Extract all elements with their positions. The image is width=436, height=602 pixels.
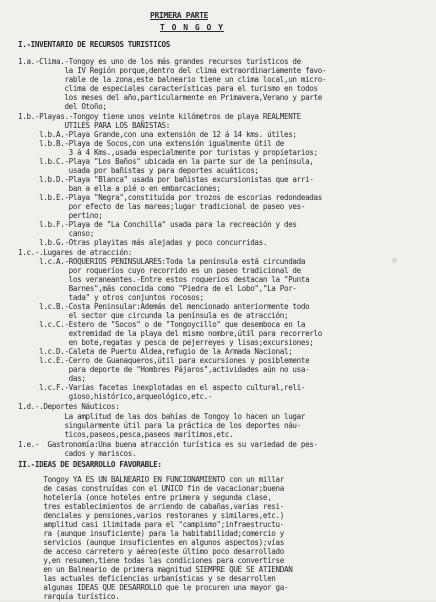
text-line: en bote,regatas y pesca de pejerreyes y lisas;excursiones; [18,338,314,347]
place-heading: T O N G O Y [160,23,224,32]
text-line: 1.e.- Gastronomía:Una buena atracción turística es su variedad de pes- [18,440,318,449]
text-line: gioso,histórico,arqueológico,etc.- [18,392,213,401]
text-line: l.b.B.-Playa de Socos,con una extensión igualmente útil de [18,139,284,148]
text-line: tres establecimientos de arriendo de cabañas,varias resi- [18,502,284,511]
text-line: hotelería (once hoteles entre primera y segunda clase, [18,493,272,502]
text-line: UTILES PARA LOS BAÑISTAS: [18,121,170,130]
text-line: Barnes",más conocida como "Piedra de el Lobo","La Por- [18,284,297,293]
text-line: 3 á 4 Kms.,usada especialmente por turistas y propietarios; [18,148,318,157]
text-line: por roqueríos cuyo recorrido es un paseo tradicional de [18,266,301,275]
section-heading: II.-IDEAS DE DESARROLLO FAVORABLE: [18,460,162,469]
text-line: clima de especiales características para el turismo en todos [18,84,318,93]
text-line: extremidad de la playa del mismo nombre,útil para recorrerlo [18,329,322,338]
text-line: de acceso carretero y aéreo(este último poco desarrollado [18,547,284,556]
text-line: l.c.C.-Estero de "Socos" o de "Tongoycillo" que desemboca en la [18,320,306,329]
text-line: ra (aunque insuficiente) para la habitabilidad;comercio y [18,529,284,538]
text-line: el sector que circunda la península es de atracción; [18,311,289,320]
text-line: del Otoño; [18,102,107,111]
text-line: algunas IDEAS QUE DESARROLLO que le procuren una mayor ga- [18,583,289,592]
text-line: l.c.B.-Costa Peninsular:Además del mencionado anteriormente todo [18,302,310,311]
text-line: l.b.A.-Playa Grande,con una extensión de 12 á 14 kms. útiles; [18,130,297,139]
text-line: en un Balneario de primera magnitud SIEMPRE QUE SE ATIENDAN [18,565,293,574]
text-line: ticos,paseos,pesca,paseos marítimos,etc. [18,430,234,439]
text-line: l.c.A.-ROQUERIOS PENINSULARES:Toda la península está circundada [18,257,306,266]
text-line: l.b.C.-Playa "Los Baños" ubicada en la parte sur de la península, [18,157,314,166]
text-line: por efecto de las mareas;lugar tradicional de paseo ves- [18,202,306,211]
text-line: 1.d.-.Deportes Náuticos: [18,402,120,411]
text-line: La amplitud de las dos bahías de Tongoy lo hacen un lugar [18,412,306,421]
text-line: l.b.E.-Playa "Negra",constituída por trozos de escorias redondeadas [18,193,322,202]
text-line: canso; [18,229,94,238]
text-line: las actuales deficiencias urbanísticas y se desarrollen [18,574,276,583]
text-line: l.b.G.-Otras playitas más alejadas y poco concurridas. [18,238,268,247]
text-line: denciales y pensiones,varios restoranes y similares,etc.) [18,511,284,520]
text-line: pertino; [18,211,103,220]
text-line: Tongoy YA ES UN BALNEARIO EN FUNCIONAMIENTO con un millar [18,475,284,484]
text-line: de casas construídas con el UNICO fin de vacacionar;buena [18,484,284,493]
text-line: para deporte de "Hombres Pájaros",actividades aún no usa- [18,365,310,374]
stain-mark [246,330,252,336]
text-line: rarquía turístico. [18,592,120,601]
text-line: l.c.F.-Varias facetas inexplotadas en el aspecto cultural,reli- [18,383,306,392]
text-line: l.c.E.-Cerro de Guanaqueros,útil para excursiones y posiblemente [18,356,310,365]
text-line: 1.a.-Clima.-Tongoy es uno de los más grandes recursos turísticos de [18,57,301,66]
text-line: amplitud casi ilimitada para el "campismo";infraestructu- [18,520,284,529]
text-line: l.b.F.-Playa de "La Conchilla" usada para la recreación y des [18,220,297,229]
text-line: singularmente útil para la práctica de los deportes náu- [18,421,301,430]
text-line: usada por bañistas y para deportes acuáticos; [18,166,259,175]
stain-mark [392,258,397,263]
text-line: la IV Región porque,dentro del clima extraordinariamente favo- [18,66,327,75]
text-line: ban a ella a pié o en embarcaciones; [18,184,221,193]
text-line: l.b.D.-Playa "Blanca" usada por bañistas excursionistas que arri- [18,175,314,184]
text-line: los meses del año,particularmente en Primavera,Verano y parte [18,93,322,102]
text-line: los veraneantes.-Entre estos roqueríos destacan la "Punta [18,275,310,284]
text-line: 1.b.-Playas.-Tongoy tiene unos veinte kilómetros de playa REALMENTE [18,112,301,121]
text-line: tada" y otros conjuntos rocosos; [18,293,204,302]
text-line: servicios (aunque insuficientes en algunos aspectos);vías [18,538,284,547]
text-line: y,en resumen,tiene todas las condiciones para convertirse [18,556,284,565]
text-line: cados y mariscos. [18,449,137,458]
text-line: das; [18,374,86,383]
part-heading: PRIMERA PARTE [150,11,209,20]
section-heading: I.-INVENTARIO DE RECURSOS TURISTICOS [18,40,170,49]
text-line: l.c.D.-Caleta de Puerto Aldea,refugio de la Armada Nacional; [18,347,293,356]
text-line: 1.c.-.Lugares de atracción: [18,248,132,257]
text-line: rable de la zona,este balneario tiene un clima local,un micro- [18,75,327,84]
